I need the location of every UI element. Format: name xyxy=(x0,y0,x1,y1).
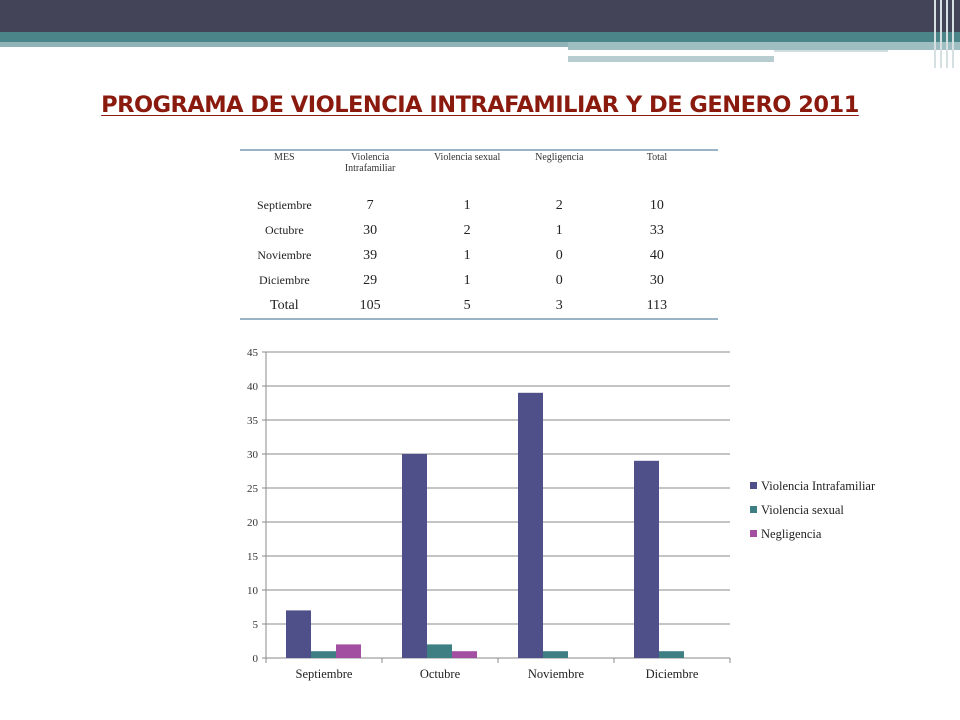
cell-vi: 105 xyxy=(359,297,381,313)
cell-mes: Septiembre xyxy=(257,198,312,212)
cell-neg: 0 xyxy=(555,272,563,288)
cell-vi: 39 xyxy=(363,247,378,263)
y-tick-label: 45 xyxy=(247,347,258,359)
y-tick-label: 20 xyxy=(247,517,258,529)
x-tick-label: Diciembre xyxy=(645,667,699,681)
cell-neg: 2 xyxy=(555,197,563,213)
cell-total: 30 xyxy=(649,272,664,288)
y-tick-label: 30 xyxy=(247,449,258,461)
cell-neg: 3 xyxy=(555,297,563,313)
x-tick-label: Septiembre xyxy=(295,667,353,681)
legend-label: Negligencia xyxy=(761,527,822,541)
table-header-row xyxy=(240,150,718,193)
y-tick-label: 25 xyxy=(247,483,258,495)
decorative-lines xyxy=(928,0,960,70)
header-negligencia: Negligencia xyxy=(535,152,584,163)
cell-neg: 1 xyxy=(555,222,563,238)
cell-total: 40 xyxy=(649,247,664,263)
header-mes: MES xyxy=(274,152,295,163)
bar-violencia-sexual xyxy=(659,651,684,658)
y-tick-label: 15 xyxy=(247,551,258,563)
x-tick-label: Noviembre xyxy=(527,667,585,681)
cell-vi: 7 xyxy=(366,197,374,213)
cell-vs: 2 xyxy=(463,222,471,238)
table-row xyxy=(240,218,718,243)
cell-vi: 30 xyxy=(363,222,378,238)
y-tick-label: 35 xyxy=(247,415,258,427)
bar-violencia-intrafamiliar xyxy=(518,393,543,658)
header-violencia-intrafamiliar: Violencia Intrafamiliar xyxy=(344,152,396,174)
cell-vi: 29 xyxy=(363,272,378,288)
cell-vs: 1 xyxy=(463,272,471,288)
legend-swatch xyxy=(750,482,757,489)
cell-vs: 1 xyxy=(463,197,471,213)
cell-mes: Total xyxy=(270,297,299,313)
legend-swatch xyxy=(750,506,757,513)
page-title xyxy=(0,92,960,118)
bar-negligencia xyxy=(452,651,477,658)
cell-vs: 1 xyxy=(463,247,471,263)
bar-violencia-sexual xyxy=(427,644,452,658)
cell-total: 10 xyxy=(649,197,664,213)
data-table xyxy=(240,149,718,320)
cell-total: 113 xyxy=(646,297,668,313)
table-row xyxy=(240,193,718,218)
bar-chart xyxy=(230,340,930,700)
y-tick-label: 0 xyxy=(252,653,258,665)
y-tick-label: 10 xyxy=(247,585,258,597)
y-tick-label: 5 xyxy=(252,619,258,631)
header-violencia-sexual: Violencia sexual xyxy=(433,152,501,163)
page-title-text: PROGRAMA DE VIOLENCIA INTRAFAMILIAR Y DE GENERO 2011 xyxy=(101,92,859,118)
bar-violencia-intrafamiliar xyxy=(402,454,427,658)
cell-vs: 5 xyxy=(463,297,471,313)
bar-negligencia xyxy=(336,644,361,658)
decorative-band xyxy=(0,32,960,42)
bar-violencia-sexual xyxy=(311,651,336,658)
bar-violencia-sexual xyxy=(543,651,568,658)
legend-label: Violencia sexual xyxy=(761,503,844,517)
y-tick-label: 40 xyxy=(247,381,258,393)
top-header-bar xyxy=(0,0,960,32)
table-row xyxy=(240,268,718,293)
bar-violencia-intrafamiliar xyxy=(286,610,311,658)
x-tick-label: Octubre xyxy=(419,667,461,681)
decorative-band xyxy=(774,50,888,52)
bar-violencia-intrafamiliar xyxy=(634,461,659,658)
cell-total: 33 xyxy=(649,222,664,238)
table-total-row xyxy=(240,293,718,319)
decorative-band xyxy=(568,56,774,62)
header-total: Total xyxy=(646,152,668,163)
decorative-band xyxy=(0,42,568,47)
legend-label: Violencia Intrafamiliar xyxy=(761,479,876,493)
table-row xyxy=(240,243,718,268)
cell-mes: Noviembre xyxy=(257,248,312,262)
cell-neg: 0 xyxy=(555,247,563,263)
cell-mes: Diciembre xyxy=(259,273,310,287)
decorative-band xyxy=(568,42,960,50)
legend-swatch xyxy=(750,530,757,537)
cell-mes: Octubre xyxy=(265,223,304,237)
